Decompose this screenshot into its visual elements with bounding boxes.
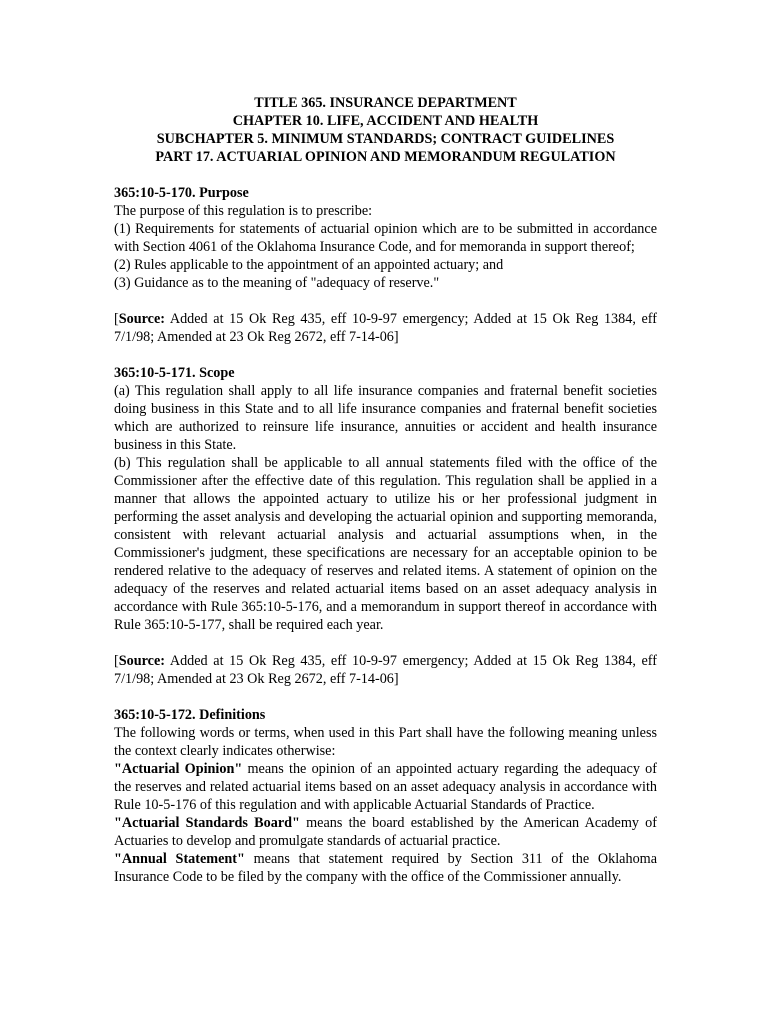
source-label: Source: [118, 311, 165, 327]
list-item: (1) Requirements for statements of actuarial opinion which are to be submitted in accordance with Section 4061 of the Oklahoma Insurance Code, and for memoranda in support thereof; [114, 221, 657, 255]
definition-term: "Actuarial Opinion" [114, 761, 243, 777]
source-label: Source: [118, 653, 165, 669]
paragraph: (b) This regulation shall be applicable to all annual statements filed with the office of the Commissioner after the effective date of this regulation. This regulation shall be applied in a manner that allows the appointed actuary to utilize his or her professional judgment in performing the asset analysis and developing the actuarial opinion and supporting memoranda, consistent with relevant actuarial analysis and actuarial assumptions when, in the Commissioner's judgment, these specifications are necessary for an acceptable opinion to be rendered relative to the adequacy of reserves and related items. A statement of opinion on the adequacy of the reserves and related actuarial items based on an asset adequacy analysis in accordance with Rule 365:10-5-176, and a memorandum in support thereof in accordance with Rule 365:10-5-177, shall be required each year. [114, 455, 657, 633]
definition-text: means that statement required by Section 311 of the Oklahoma Insurance Code to be filed by the company with the office of the Commissioner annually. [114, 851, 657, 885]
definition-text: means the opinion of an appointed actuary regarding the adequacy of the reserves and related actuarial items based on an asset adequacy analysis in accordance with Rule 10-5-176 of this regulation and with applicable Actuarial Standards of Practice. [114, 761, 658, 813]
source-bracket: [ [114, 653, 119, 669]
definition-item [114, 760, 657, 814]
source-text: Added at 15 Ok Reg 435, eff 10-9-97 emergency; Added at 15 Ok Reg 1384, eff 7/1/98; Amended at 23 Ok Reg 2672, eff 7-14-06] [114, 653, 657, 687]
list-item: (3) Guidance as to the meaning of "adequacy of reserve." [114, 275, 440, 291]
definition-item [114, 814, 657, 850]
chapter-line: CHAPTER 10. LIFE, ACCIDENT AND HEALTH [232, 113, 539, 129]
section-intro: The following words or terms, when used in this Part shall have the following meaning unless the context clearly indicates otherwise: [114, 725, 657, 759]
section-intro: The purpose of this regulation is to prescribe: [114, 203, 373, 219]
definition-item [114, 850, 657, 886]
section-scope [114, 364, 657, 688]
document-page [114, 94, 657, 886]
title-line: TITLE 365. INSURANCE DEPARTMENT [254, 95, 517, 111]
source-note [114, 652, 657, 688]
source-text: Added at 15 Ok Reg 435, eff 10-9-97 emergency; Added at 15 Ok Reg 1384, eff 7/1/98; Amended at 23 Ok Reg 2672, eff 7-14-06] [114, 311, 657, 345]
section-title: 365:10-5-171. Scope [114, 365, 235, 381]
paragraph: (a) This regulation shall apply to all life insurance companies and fraternal benefit societies doing business in this State and to all life insurance companies and fraternal benefit societies which are authorized to reinsure life insurance, annuities or accident and health insurance business in this State. [114, 383, 657, 453]
source-note [114, 310, 657, 346]
definition-term: "Actuarial Standards Board" [114, 815, 300, 831]
list-item: (2) Rules applicable to the appointment of an appointed actuary; and [114, 257, 504, 273]
subchapter-line: SUBCHAPTER 5. MINIMUM STANDARDS; CONTRACT GUIDELINES [156, 131, 615, 147]
source-bracket: [ [114, 311, 119, 327]
document-heading [114, 94, 657, 166]
section-definitions [114, 706, 657, 886]
section-title: 365:10-5-172. Definitions [114, 707, 266, 723]
section-purpose [114, 184, 657, 346]
section-title: 365:10-5-170. Purpose [114, 185, 249, 201]
part-line: PART 17. ACTUARIAL OPINION AND MEMORANDUM REGULATION [155, 149, 616, 165]
definition-term: "Annual Statement" [114, 851, 245, 867]
definition-text: means the board established by the American Academy of Actuaries to develop and promulgate standards of actuarial practice. [114, 815, 657, 849]
